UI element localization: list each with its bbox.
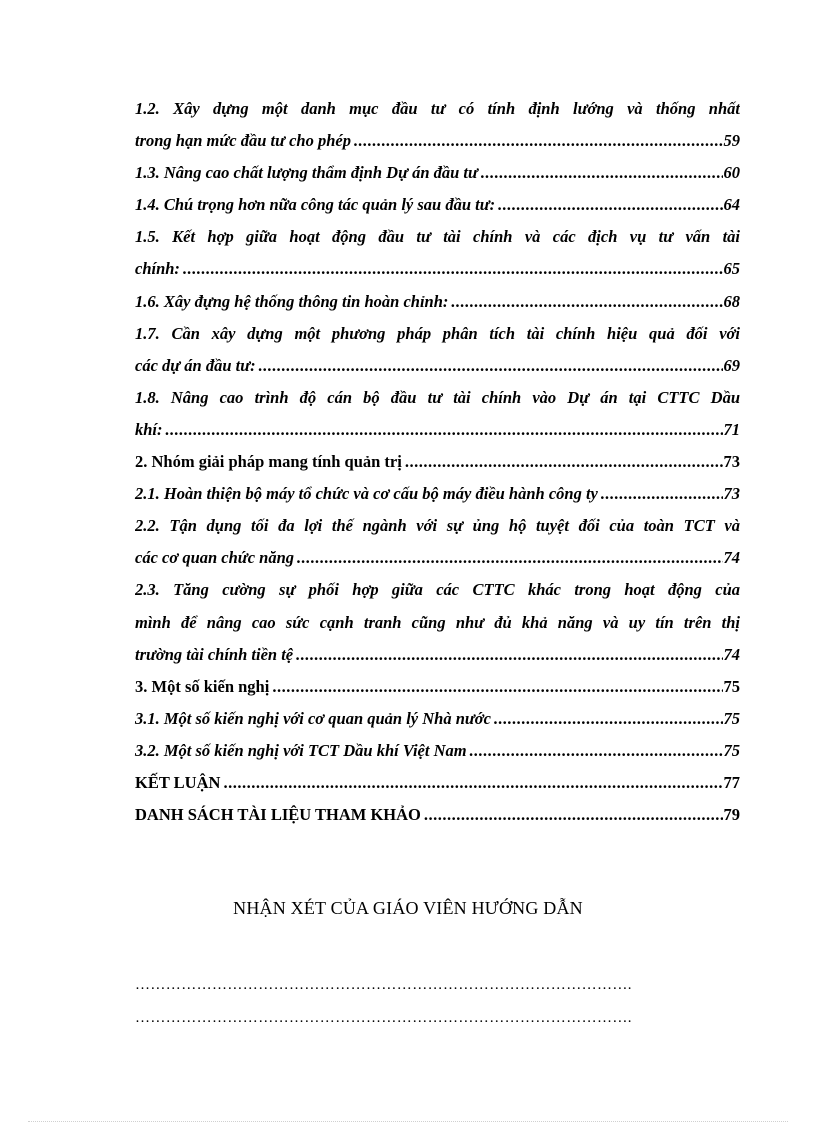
leader-dots <box>598 478 723 510</box>
toc-entry <box>135 286 740 318</box>
page-border <box>28 1121 788 1122</box>
table-of-contents <box>135 93 740 831</box>
toc-entry <box>135 574 740 670</box>
page-number: 77 <box>723 772 740 792</box>
page-number: 68 <box>723 291 740 311</box>
leader-dots <box>351 125 723 157</box>
toc-entry-text: trong hạn mức đầu tư cho phép <box>135 131 351 151</box>
toc-entry-text: 3. Một số kiến nghị <box>135 676 270 696</box>
toc-entry <box>135 382 740 446</box>
toc-entry-text: 2. Nhóm giải pháp mang tính quản trị <box>135 452 402 472</box>
leader-dots <box>256 350 723 382</box>
comment-line: ……………………………………………………………………………………. <box>135 977 632 993</box>
page-number: 75 <box>723 676 740 696</box>
leader-dots <box>220 767 722 799</box>
toc-entry-text: 3.2. Một số kiến nghị với TCT Dầu khí Việt Nam <box>135 740 467 760</box>
toc-entry-text: 3.1. Một số kiến nghị với cơ quan quản lý Nhà nước <box>135 708 491 728</box>
page-number: 60 <box>723 163 740 183</box>
leader-dots <box>495 189 722 221</box>
page-number: 59 <box>723 131 740 151</box>
leader-dots <box>180 253 723 285</box>
toc-entry-text: trường tài chính tiền tệ <box>135 644 294 664</box>
leader-dots <box>294 542 723 574</box>
toc-entry-text: khí: <box>135 419 163 439</box>
toc-entry-text: 2.1. Hoàn thiện bộ máy tổ chức và cơ cấu bộ máy điều hành công ty <box>135 484 598 504</box>
toc-entry <box>135 767 740 799</box>
toc-entry <box>135 221 740 285</box>
toc-entry <box>135 318 740 382</box>
toc-entry-text: 1.4. Chú trọng hơn nữa công tác quản lý sau đầu tư: <box>135 195 496 215</box>
toc-entry <box>135 93 740 157</box>
toc-entry-text: 2.2. Tận dụng tối đa lợi thế ngành với sự ủng hộ tuyệt đối của toàn TCT và <box>135 516 740 536</box>
toc-entry <box>135 510 740 574</box>
leader-dots <box>163 414 723 446</box>
page-number: 69 <box>723 355 740 375</box>
page-number: 73 <box>723 452 740 472</box>
leader-dots <box>421 799 723 831</box>
toc-entry <box>135 478 740 510</box>
toc-entry <box>135 671 740 703</box>
page-number: 79 <box>723 805 740 825</box>
leader-dots <box>491 703 723 735</box>
toc-entry-text: 1.2. Xây dựng một danh mục đầu tư có tính định lướng và thống nhất <box>135 99 740 118</box>
toc-entry-text: chính: <box>135 259 180 279</box>
page-number: 75 <box>723 708 740 728</box>
toc-entry <box>135 157 740 189</box>
comment-line: ……………………………………………………………………………………. <box>135 1010 632 1026</box>
toc-entry-text: DANH SÁCH TÀI LIỆU THAM KHẢO <box>135 805 421 825</box>
toc-entry-text: 1.5. Kết hợp giữa hoạt động đầu tư tài chính và các địch vụ tư vấn tài <box>135 227 740 247</box>
leader-dots <box>402 446 723 478</box>
leader-dots <box>467 735 723 767</box>
page-number: 65 <box>723 259 740 279</box>
review-heading: NHẬN XÉT CỦA GIÁO VIÊN HƯỚNG DẪN <box>233 898 583 918</box>
toc-entry-text: các cơ quan chức năng <box>135 548 294 568</box>
toc-entry-text: 1.7. Cần xây dựng một phương pháp phân tích tài chính hiệu quả đối với <box>135 323 740 343</box>
toc-entry <box>135 703 740 735</box>
leader-dots <box>448 286 722 318</box>
page-number: 73 <box>723 484 740 504</box>
toc-entry-text: mình để nâng cao sức cạnh tranh cũng như đủ khả năng và uy tín trên thị <box>135 612 740 632</box>
toc-entry-text: 2.3. Tăng cường sự phối hợp giữa các CTTC khác trong hoạt động của <box>135 580 740 600</box>
toc-entry <box>135 735 740 767</box>
page-number: 74 <box>723 548 740 568</box>
toc-entry <box>135 189 740 221</box>
toc-entry <box>135 799 740 831</box>
page-number: 75 <box>723 740 740 760</box>
toc-entry-text: 1.8. Nâng cao trình độ cán bộ đầu tư tài chính vào Dự án tại CTTC Dầu <box>135 387 740 407</box>
leader-dots <box>269 671 722 703</box>
toc-entry-text: 1.6. Xây đựng hệ thống thông tin hoàn chỉnh: <box>135 291 449 311</box>
page-number: 71 <box>723 419 740 439</box>
toc-entry-text: các dự án đầu tư: <box>135 355 256 375</box>
toc-entry <box>135 446 740 478</box>
leader-dots <box>478 157 723 189</box>
toc-entry-text: KẾT LUẬN <box>135 772 221 792</box>
page-number: 74 <box>723 644 740 664</box>
leader-dots <box>293 639 722 671</box>
page-number: 64 <box>723 195 740 215</box>
toc-entry-text: 1.3. Nâng cao chất lượng thẩm định Dự án đầu tư <box>135 163 478 183</box>
